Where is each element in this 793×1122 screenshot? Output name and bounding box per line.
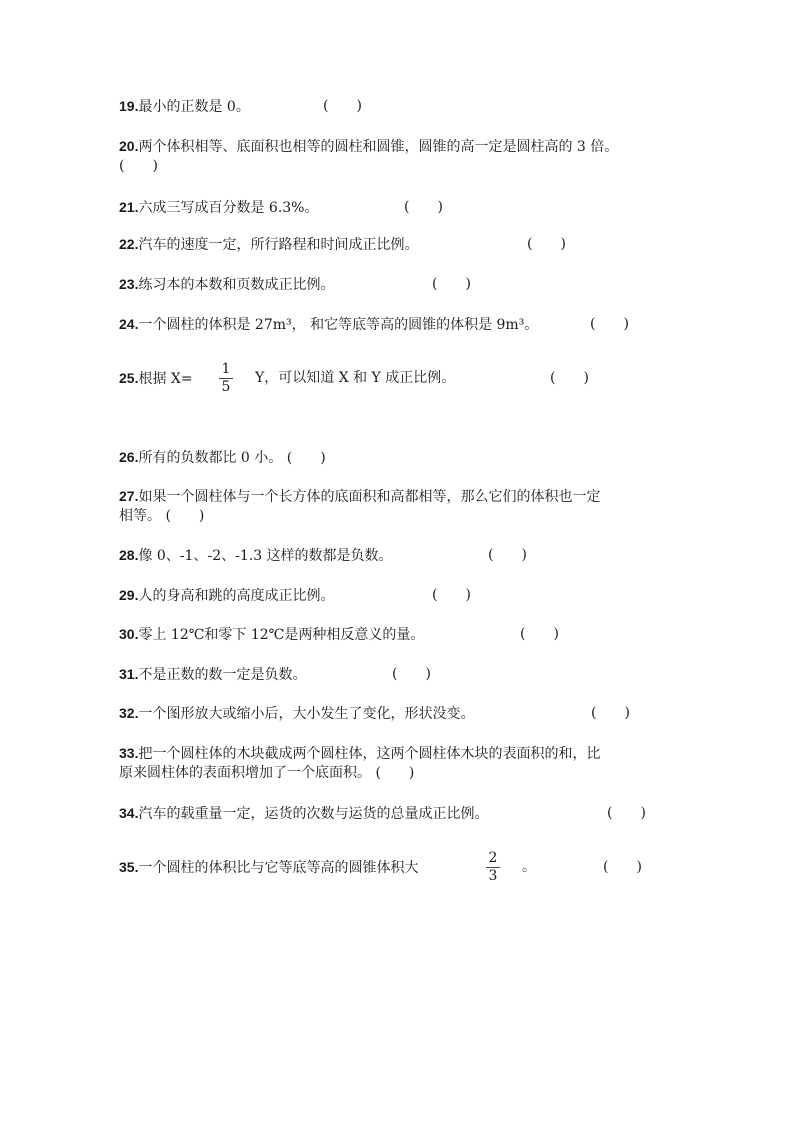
question-28 [119,545,393,566]
question-21 [119,197,319,218]
question-34 [119,803,488,824]
question-26 [119,447,326,468]
question-text: 汽车的载重量一定，运货的次数与运货的总量成正比例。 [138,806,489,822]
answer-blank[interactable]: ( ) [520,626,559,642]
question-number: 32. [119,705,139,721]
question-25 [119,368,193,389]
question-number: 27. [119,488,139,504]
question-27 [119,486,600,507]
question-number: 33. [119,745,139,761]
question-text: 一个图形放大或缩小后，大小发生了变化，形状没变。 [138,706,475,722]
question-text: 一个圆柱的体积比与它等底等高的圆锥体积大 [138,860,419,876]
answer-blank[interactable]: ( ) [404,199,443,215]
question-number: 20. [119,138,139,154]
question-20 [119,136,618,157]
question-number: 23. [119,276,139,292]
question-number: 28. [119,547,139,563]
question-number: 35. [119,859,139,875]
question-number: 26. [119,449,139,465]
question-text: 最小的正数是 0。 [138,99,250,115]
question-text: 零上 12℃和零下 12℃是两种相反意义的量。 [138,627,425,643]
question-number: 21. [119,199,139,215]
question-text-continued: 。 [522,859,536,875]
answer-blank[interactable]: ( ) [119,158,158,174]
answer-blank[interactable]: ( ) [432,587,471,603]
question-text: 如果一个圆柱体与一个长方体的底面积和高都相等，那么它们的体积也一定 [138,489,601,505]
question-text: 六成三写成百分数是 6.3%。 [138,200,319,216]
answer-blank[interactable]: ( ) [591,705,630,721]
question-text-continued: Y，可以知道 X 和 Y 成正比例。 [255,370,456,386]
question-22 [119,234,418,255]
question-text: 像 0、-1、-2、-1.3 这样的数都是负数。 [138,548,393,564]
fraction-numerator: 2 [488,850,498,866]
question-text: 人的身高和跳的高度成正比例。 [138,588,335,604]
question-text-line2[interactable]: 相等。 ( ) [119,508,205,524]
question-text: 一个圆柱的体积是 27m³， 和它等底等高的圆锥的体积是 9m³。 [138,317,539,333]
question-30 [119,624,424,645]
question-number: 25. [119,370,139,386]
answer-blank[interactable]: ( ) [590,316,629,332]
fraction-denominator: 5 [221,379,231,395]
question-number: 29. [119,587,139,603]
question-number: 34. [119,805,139,821]
question-number: 24. [119,316,139,332]
fraction-denominator: 3 [488,868,498,884]
question-number: 31. [119,666,139,682]
answer-blank[interactable]: ( ) [323,98,362,114]
question-text: 把一个圆柱体的木块截成两个圆柱体，这两个圆柱体木块的表面积的和，比 [138,746,601,762]
question-text: 汽车的速度一定，所行路程和时间成正比例。 [138,237,419,253]
answer-blank[interactable]: ( ) [527,236,566,252]
answer-blank[interactable]: ( ) [550,370,589,386]
answer-blank[interactable]: ( ) [607,805,646,821]
question-number: 22. [119,236,139,252]
question-number: 30. [119,626,139,642]
question-text-line2[interactable]: 原来圆柱体的表面积增加了一个底面积。 ( ) [119,765,415,781]
answer-blank[interactable]: ( ) [432,276,471,292]
answer-blank[interactable]: ( ) [488,547,527,563]
question-text: 所有的负数都比 0 小。 ( ) [138,450,326,466]
fraction-numerator: 1 [221,361,231,377]
question-23 [119,274,334,295]
question-35 [119,857,418,878]
question-text: 不是正数的数一定是负数。 [138,667,307,683]
question-text: 练习本的本数和页数成正比例。 [138,277,335,293]
question-text: 两个体积相等、底面积也相等的圆柱和圆锥，圆锥的高一定是圆柱高的 3 倍。 [138,139,619,155]
question-24 [119,314,538,335]
question-number: 19. [119,98,139,114]
question-32 [119,703,474,724]
question-29 [119,585,334,606]
fraction [486,851,500,884]
question-33 [119,743,600,764]
answer-blank[interactable]: ( ) [603,859,642,875]
answer-blank[interactable]: ( ) [392,666,431,682]
question-19 [119,96,250,117]
question-31 [119,664,306,685]
question-text: 根据 X= [138,371,193,387]
fraction [219,362,233,395]
